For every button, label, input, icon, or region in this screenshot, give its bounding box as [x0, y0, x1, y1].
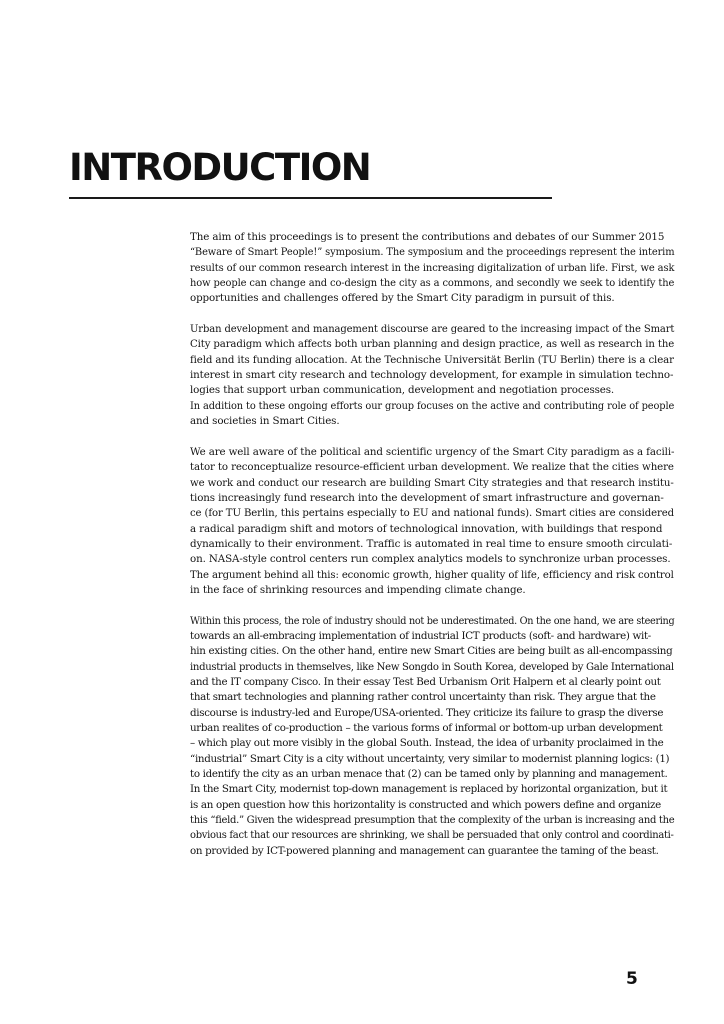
text-line: and societies in Smart Cities. — [190, 415, 340, 428]
text-line: is an open question how this horizontality is constructed and which powers define and organize — [190, 798, 661, 811]
text-line: – which play out more visibly in the global South. Instead, the idea of urbanity proclaimed in the — [190, 737, 664, 750]
text-line: to identify the city as an urban menace that (2) can be tamed only by planning and management. — [190, 768, 668, 781]
text-line: “Beware of Smart People!” symposium. The symposium and the proceedings represent the interim — [190, 246, 675, 259]
text-line: results of our common research interest in the increasing digitalization of urban life. First, we ask — [190, 261, 675, 274]
title-underline — [69, 197, 552, 199]
text-line: Within this process, the role of industry should not be underestimated. On the one hand, we are steering — [190, 614, 675, 627]
text-line: The aim of this proceedings is to present the contributions and debates of our Summer 2015 — [190, 231, 665, 243]
text-line: “industrial” Smart City is a city without uncertainty, very similar to modernist planning logics: (1) — [190, 752, 670, 765]
text-line: we work and conduct our research are building Smart City strategies and that research institu- — [190, 476, 674, 489]
paragraph-4 — [190, 614, 674, 860]
text-line: In addition to these ongoing efforts our group focuses on the active and contributing role of people — [190, 399, 675, 412]
page-title: INTRODUCTION — [69, 146, 371, 189]
text-line: tator to reconceptualize resource-efficient urban development. We realize that the cities where — [190, 461, 674, 474]
paragraph-1 — [190, 230, 674, 307]
paragraph-2 — [190, 322, 674, 429]
text-line: urban realites of co-production – the various forms of informal or bottom-up urban development — [190, 722, 663, 734]
text-line: In the Smart City, modernist top-down management is replaced by horizontal organization, but it — [190, 783, 668, 796]
text-line: that smart technologies and planning rather control uncertainty than risk. They argue that the — [190, 691, 656, 704]
text-line: and the IT company Cisco. In their essay Test Bed Urbanism Orit Halpern et al clearly point out — [190, 675, 661, 688]
text-line: towards an all-embracing implementation of industrial ICT products (soft- and hardware) wit- — [190, 629, 651, 642]
text-line: Urban development and management discourse are geared to the increasing impact of the Smart — [190, 323, 675, 336]
text-line: City paradigm which affects both urban planning and design practice, as well as research in the — [190, 338, 675, 351]
text-line: in the face of shrinking resources and impending climate change. — [190, 583, 526, 596]
text-line: industrial products in themselves, like New Songdo in South Korea, developed by Gale International — [190, 660, 674, 673]
text-line: discourse is industry-led and Europe/USA-oriented. They criticize its failure to grasp the diverse — [190, 706, 664, 719]
text-line: field and its funding allocation. At the Technische Universität Berlin (TU Berlin) there is a clear — [190, 353, 674, 366]
body-text — [190, 230, 674, 874]
text-line: on provided by ICT-powered planning and management can guarantee the taming of the beast. — [190, 844, 659, 857]
text-line: opportunities and challenges offered by the Smart City paradigm in pursuit of this. — [190, 292, 615, 305]
text-line: hin existing cities. On the other hand, entire new Smart Cities are being built as all-encompassing — [190, 645, 673, 658]
text-line: this “field.” Given the widespread presumption that the complexity of the urban is increasing and the — [190, 814, 675, 827]
text-line: logies that support urban communication, development and negotiation processes. — [190, 384, 615, 397]
text-line: obvious fact that our resources are shrinking, we shall be persuaded that only control and coordinati- — [190, 829, 674, 842]
text-line: dynamically to their environment. Traffic is automated in real time to ensure smooth circulati- — [190, 537, 673, 550]
page-number: 5 — [626, 969, 638, 989]
text-line: a radical paradigm shift and motors of technological innovation, with buildings that respond — [190, 522, 663, 535]
text-line: on. NASA-style control centers run complex analytics models to synchronize urban processes. — [190, 553, 671, 566]
text-line: We are well aware of the political and scientific urgency of the Smart City paradigm as a facili- — [190, 445, 675, 458]
text-line: The argument behind all this: economic growth, higher quality of life, efficiency and risk control — [190, 568, 674, 581]
text-line: tions increasingly fund research into the development of smart infrastructure and governan- — [190, 491, 664, 504]
text-line: ce (for TU Berlin, this pertains especially to EU and national funds). Smart cities are considered — [190, 507, 674, 520]
text-line: how people can change and co-design the city as a commons, and secondly we seek to identify the — [190, 277, 675, 290]
paragraph-3 — [190, 445, 674, 598]
text-line: interest in smart city research and technology development, for example in simulation techno- — [190, 369, 674, 382]
